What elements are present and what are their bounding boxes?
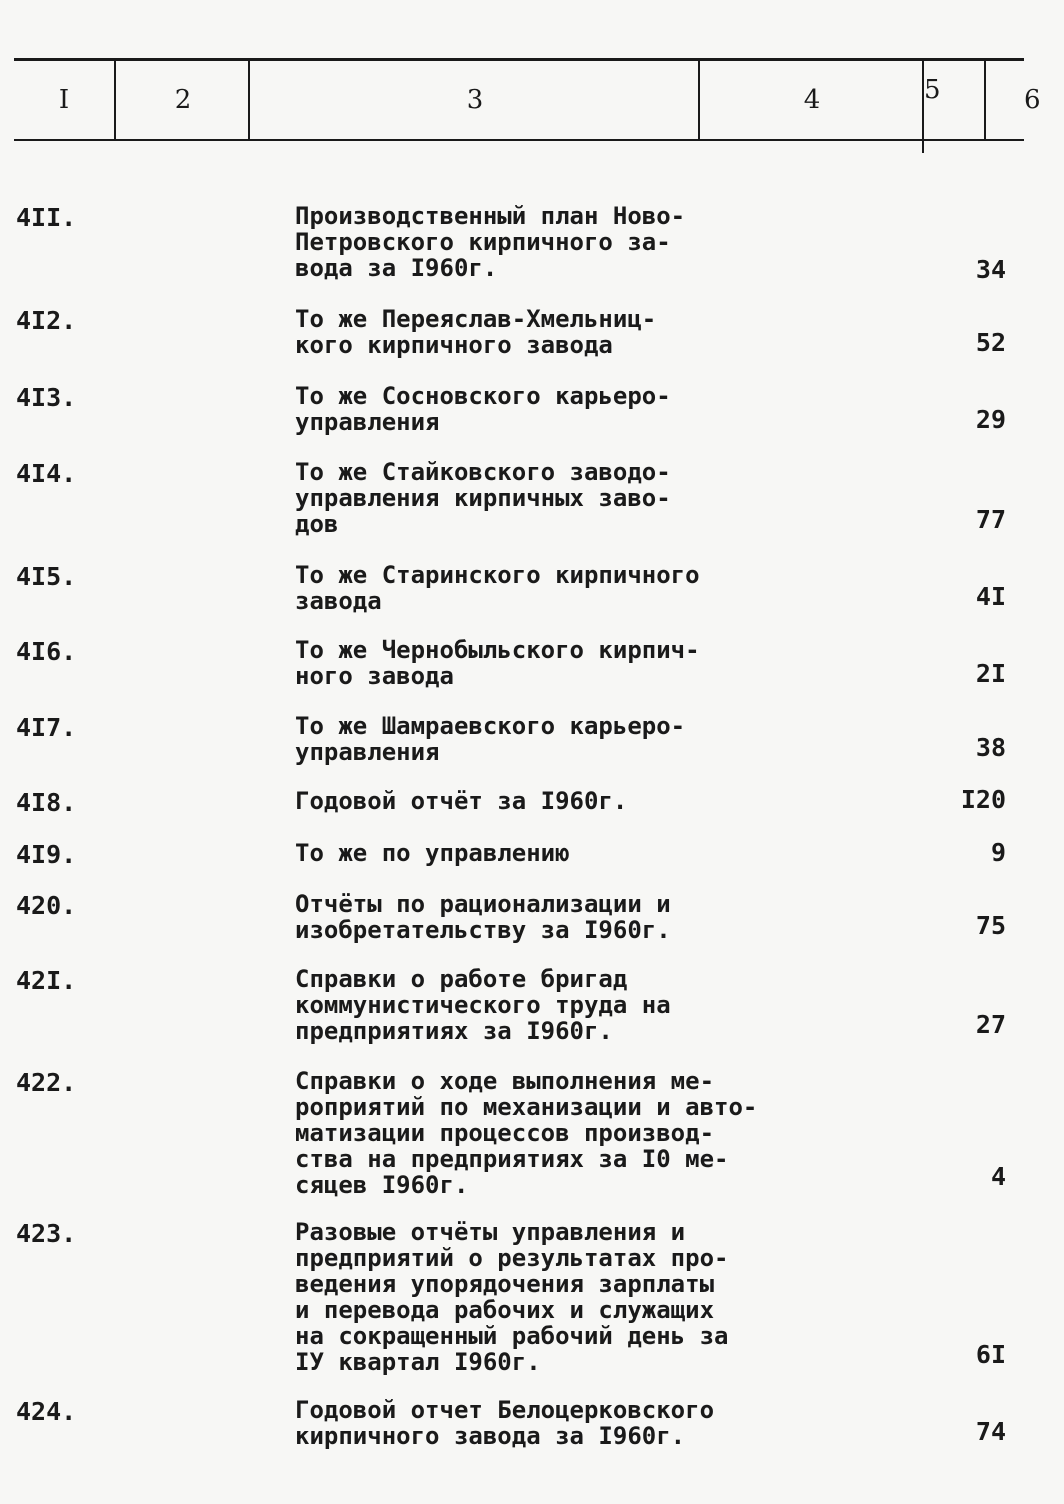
- header-col-1: I: [58, 85, 70, 115]
- entry-number: 4I4.: [16, 459, 77, 488]
- entry-pages: 29: [975, 405, 1006, 434]
- entry-number: 424.: [16, 1397, 77, 1426]
- entry-pages: 77: [975, 505, 1006, 534]
- entry-description: Годовой отчет Белоцерковского кирпичного завода за I960г.: [295, 1396, 715, 1450]
- entry-description: То же Сосновского карьеро- управления: [295, 382, 671, 436]
- header-col-3: 3: [248, 61, 700, 139]
- entry-pages: I20: [960, 785, 1006, 814]
- entry-description: Справки о работе бригад коммунистического труда на предприятиях за I960г.: [295, 965, 671, 1045]
- entry-description: Производственный план Ново- Петровского кирпичного за- вода за I960г.: [295, 202, 686, 282]
- entry-number: 420.: [16, 891, 77, 920]
- entry-number: 4I7.: [16, 713, 77, 742]
- entry-pages: 75: [975, 911, 1006, 940]
- entry-description: То же Чернобыльского кирпич- ного завода: [295, 636, 700, 690]
- entry-number: 4I2.: [16, 306, 77, 335]
- entry-description: Разовые отчёты управления и предприятий о результатах про- ведения упорядочения зарплаты и перевода рабочих и служащих на сокращенный рабочий день за IУ квартал I960г.: [295, 1218, 729, 1376]
- entry-description: То же Шамраевского карьеро- управления: [295, 712, 686, 766]
- entry-number: 4I3.: [16, 383, 77, 412]
- entry-number: 4I9.: [16, 840, 77, 869]
- entry-pages: 2I: [975, 659, 1006, 688]
- entry-description: То же Переяслав-Хмельниц- кого кирпичного завода: [295, 305, 657, 359]
- entry-number: 4II.: [16, 203, 77, 232]
- entry-description: То же Старинского кирпичного завода: [295, 561, 700, 615]
- entry-number: 4I5.: [16, 562, 77, 591]
- entry-pages: 27: [975, 1010, 1006, 1039]
- entry-number: 422.: [16, 1068, 77, 1097]
- entry-number: 4I6.: [16, 637, 77, 666]
- entry-number: 42I.: [16, 966, 77, 995]
- entry-number: 4I8.: [16, 788, 77, 817]
- header-col-4: 4: [698, 61, 924, 139]
- entry-pages: 34: [975, 255, 1006, 284]
- entry-pages: 6I: [975, 1340, 1006, 1369]
- entry-description: Отчёты по рационализации и изобретательству за I960г.: [295, 890, 671, 944]
- entry-number: 423.: [16, 1219, 77, 1248]
- entry-pages: 38: [975, 733, 1006, 762]
- header-col-5: 5: [922, 61, 986, 153]
- header-col-2: 2: [114, 61, 250, 139]
- header-col-6: 6: [984, 61, 1064, 139]
- entry-pages: 4: [990, 1162, 1006, 1191]
- entry-description: Годовой отчёт за I960г.: [295, 787, 628, 815]
- entry-pages: 9: [990, 838, 1006, 867]
- entry-pages: 74: [975, 1417, 1006, 1446]
- table-header: [14, 58, 1041, 141]
- entry-description: То же по управлению: [295, 839, 570, 867]
- entry-pages: 52: [975, 328, 1006, 357]
- entry-pages: 4I: [975, 582, 1006, 611]
- entry-description: Справки о ходе выполнения ме- роприятий по механизации и авто- матизации процессов производ- ства на предприятиях за I0 ме- сяцев I960г.: [295, 1067, 758, 1199]
- entry-description: То же Стайковского заводо- управления кирпичных заво- дов: [295, 458, 671, 538]
